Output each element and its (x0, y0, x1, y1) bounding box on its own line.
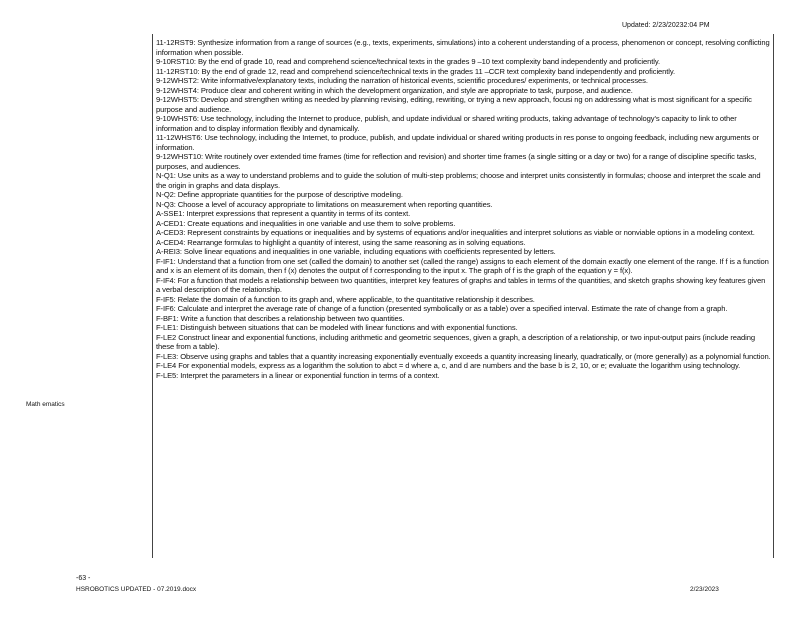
standard-item: A-SSE1: Interpret expressions that represent a quantity in terms of its context. (156, 209, 411, 218)
standard-item: F-LE2 Construct linear and exponential functions, including arithmetic and geometric sequences, given a graph, a description of a relationship, or two input-output pairs (include reading these from a table). (156, 332, 755, 351)
standard-item: F-IF1: Understand that a function from one set (called the domain) to another set (called the range) assigns to each element of the domain exactly one element of the range. If f is a function and x is an element of its domain, then f (x) denotes the output of f corresponding to the input x. The graph of f is the graph of the equation y = f(x). (156, 256, 769, 275)
standard-item: A-REI3: Solve linear equations and inequalities in one variable, including equations with coefficients represented by letters. (156, 247, 556, 256)
standard-item: 11-12RST10: By the end of grade 12, read and comprehend science/technical texts in the grades 11 –CCR text complexity band independently and proficiently. (156, 66, 676, 76)
standards-list (156, 38, 771, 380)
table-right-border (773, 34, 774, 558)
standard-item: F-IF5: Relate the domain of a function to its graph and, where applicable, to the quantitative relationship it describes. (156, 294, 535, 304)
standard-item: F-IF6: Calculate and interpret the average rate of change of a function (presented symbolically or as a table) over a specified interval. Estimate the rate of change from a graph. (156, 304, 728, 313)
standard-item: F-IF4: For a function that models a relationship between two quantities, interpret key features of graphs and tables in terms of the quantities, and sketch graphs showing key features given a verbal description of the relationship. (156, 275, 766, 294)
standard-item: N-Q1: Use units as a way to understand problems and to guide the solution of multi-step problems; choose and interpret units consistently in formulas; choose and interpret the scale and the origin in graphs and data displays. (156, 171, 761, 190)
standard-item: N-Q2: Define appropriate quantities for the purpose of descriptive modeling. (156, 190, 403, 199)
standard-item: F-LE4 For exponential models, express as a logarithm the solution to abct = d where a, c, and d are numbers and the base b is 2, 10, or e; evaluate the logarithm using technology. (156, 361, 741, 370)
subject-label: Math ematics (26, 401, 65, 408)
standard-item: F-BF1: Write a function that describes a relationship between two quantities. (156, 313, 405, 323)
standard-item: 9-10WHST6: Use technology, including the Internet to produce, publish, and update individual or shared writing products, taking advantage of technology's capacity to link to other information and to display information flexibly and dynamically. (156, 114, 737, 133)
standard-item: 9-12WHST10: Write routinely over extended time frames (time for reflection and revision) and shorter time frames (a single sitting or a day or two) for a range of discipline specific tasks, purposes, and audiences. (156, 152, 757, 171)
standard-item: F-LE5: Interpret the parameters in a linear or exponential function in terms of a context. (156, 370, 440, 380)
standard-item: F-LE3: Observe using graphs and tables that a quantity increasing exponentially eventually exceeds a quantity increasing linearly, quadratically, or (more generally) as a polynomial function. (156, 351, 771, 361)
footer-date: 2/23/2023 (690, 586, 719, 593)
table-left-border (152, 34, 153, 558)
standard-item: 11-12RST9: Synthesize information from a range of sources (e.g., texts, experiments, simulations) into a coherent understanding of a process, phenomenon or concept, resolving conflicting information when possible. (156, 38, 770, 57)
standard-item: 11-12WHST6: Use technology, including the Internet, to produce, publish, and update individual or shared writing products in res ponse to ongoing feedback, including new arguments or information. (156, 133, 759, 152)
standard-item: N-Q3: Choose a level of accuracy appropriate to limitations on measurement when reporting quantities. (156, 199, 493, 209)
standard-item: 9-12WHST4: Produce clear and coherent writing in which the development organization, and style are appropriate to task, purpose, and audience. (156, 85, 633, 95)
standard-item: A-CED3: Represent constraints by equations or inequalities and by systems of equations and/or inequalities and interpret solutions as viable or nonviable options in a modeling context. (156, 228, 755, 237)
standard-item: 9-12WHST5: Develop and strengthen writing as needed by planning revising, editing, rewriting, or trying a new approach, focusi ng on addressing what is most significant for a specific purpose and audience. (156, 95, 752, 114)
standard-item: 9-12WHST2: Write informative/explanatory texts, including the narration of historical events, scientific procedures/ experiments, or technical processes. (156, 76, 648, 85)
updated-timestamp: Updated: 2/23/20232:04 PM (622, 22, 710, 29)
standard-item: A-CED1: Create equations and inequalities in one variable and use them to solve problems. (156, 218, 456, 228)
standard-item: A-CED4: Rearrange formulas to highlight a quantity of interest, using the same reasoning as in solving equations. (156, 237, 526, 247)
page-number: -63 - (76, 575, 91, 582)
standard-item: 9-10RST10: By the end of grade 10, read and comprehend science/technical texts in the grades 9 –10 text complexity band independently and proficiently. (156, 57, 660, 66)
footer-filename: HSROBOTICS UPDATED - 07.2019.docx (76, 586, 197, 593)
standard-item: F-LE1: Distinguish between situations that can be modeled with linear functions and with exponential functions. (156, 323, 518, 332)
